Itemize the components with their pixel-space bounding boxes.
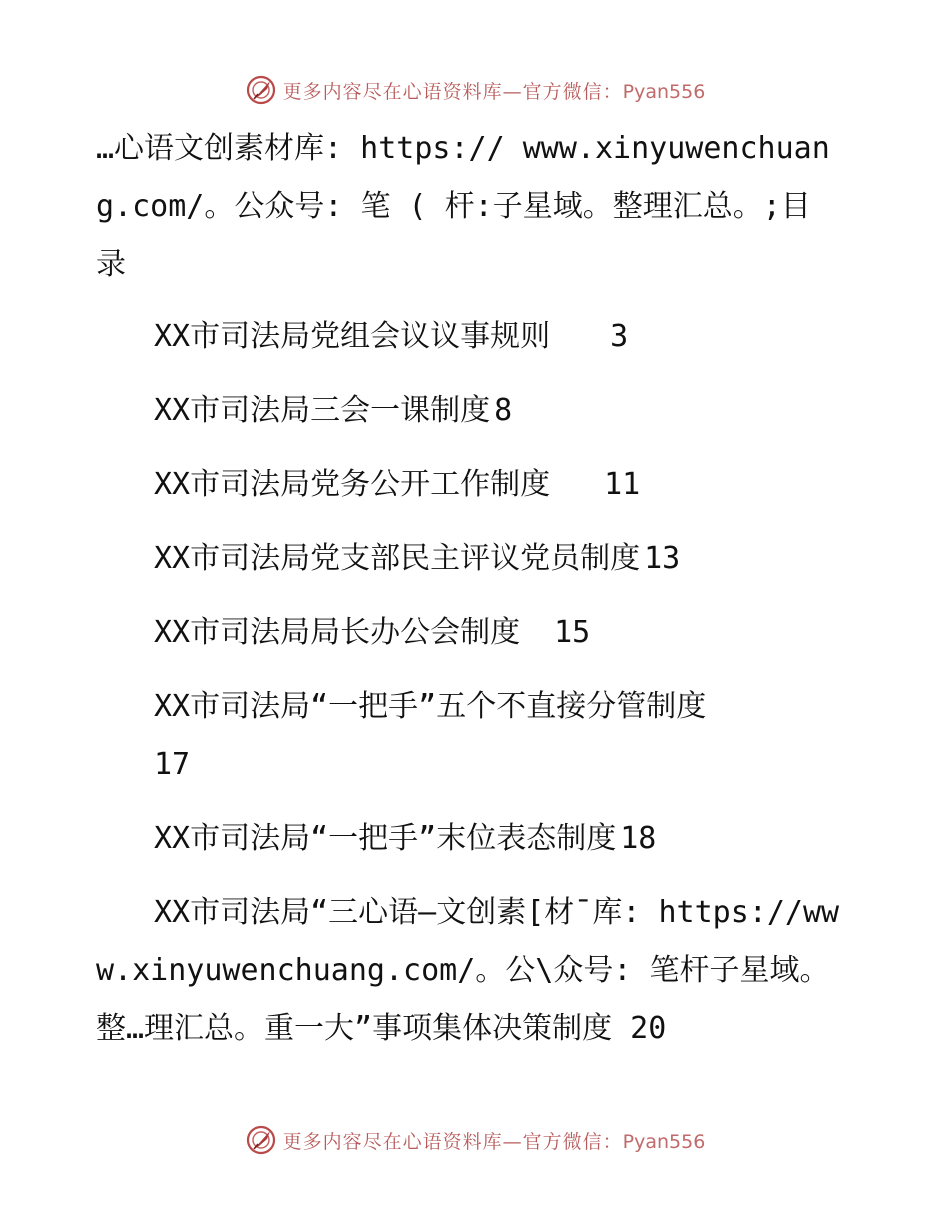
toc-item-page: 3 — [610, 319, 629, 354]
toc-item-with-noise: XX市司法局“三心语—文创素[材¯库: https://www.xinyuwenchuang.com/。公\众号: 笔杆子星域。整…理汇总。重一大”事项集体决策制度 20 — [96, 895, 840, 1046]
toc-item-title: XX市司法局党支部民主评议党员制度 — [154, 541, 641, 576]
toc-item-title: XX市司法局“一把手”五个不直接分管制度 — [154, 689, 707, 724]
toc-item — [96, 308, 856, 366]
toc-item-title: XX市司法局局长办公会制度 — [154, 615, 521, 650]
toc-item — [96, 382, 856, 440]
toc-item-page: 17 — [154, 747, 191, 782]
watermark-wechat-id: Pyan556 — [622, 80, 706, 103]
toc-item-title: XX市司法局党务公开工作制度 — [154, 467, 551, 502]
toc-item — [96, 604, 856, 662]
footer-watermark — [0, 1120, 950, 1160]
toc-item-page: 13 — [644, 541, 681, 576]
toc-item-title: XX市司法局三会一课制度 — [154, 393, 491, 428]
toc-item-page: 15 — [554, 615, 591, 650]
header-watermark — [0, 70, 950, 110]
toc-item — [96, 456, 856, 514]
document-body — [96, 120, 856, 1058]
toc-item — [96, 530, 856, 588]
watermark-wechat-id: Pyan556 — [622, 1130, 706, 1153]
toc-item-title: XX市司法局“一把手”末位表态制度 — [154, 821, 617, 856]
toc-item-page: 8 — [494, 393, 513, 428]
toc-item-page: 11 — [604, 467, 641, 502]
watermark-text: 更多内容尽在心语资料库—官方微信：Pyan556 — [282, 1130, 706, 1153]
quill-logo-icon — [245, 1124, 277, 1156]
quill-logo-icon — [245, 74, 277, 106]
toc-item — [96, 678, 856, 794]
toc-item-title: XX市司法局党组会议议事规则 — [154, 319, 551, 354]
watermark-text: 更多内容尽在心语资料库—官方微信：Pyan556 — [282, 80, 706, 103]
toc-item-page: 18 — [620, 821, 657, 856]
intro-paragraph: …心语文创素材库: https:// www.xinyuwenchuang.com/。公众号: 笔 ( 杆:子星域。整理汇总。;目 录 — [96, 131, 830, 282]
toc-item — [96, 810, 856, 868]
